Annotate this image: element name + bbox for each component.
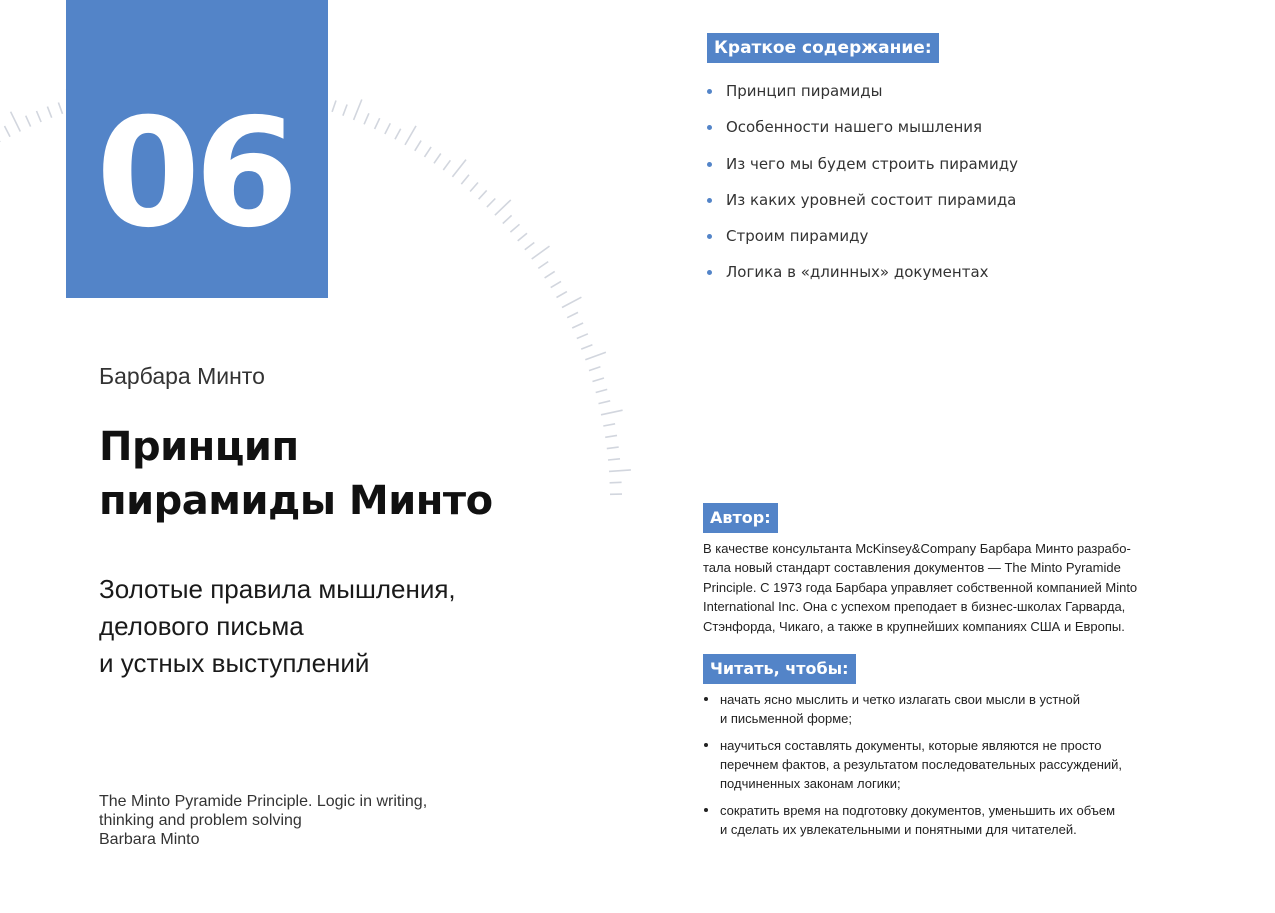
read-to-item-line: и письменной форме; [720, 711, 853, 726]
summary-list [706, 79, 1018, 297]
book-title-line: пирамиды Минто [99, 478, 493, 524]
read-to-item-line: и сделать их увлекательными и понятными для читателей. [720, 822, 1077, 837]
author-description-line: Principle. С 1973 года Барбара управляет собственной компанией Minto [703, 579, 1138, 595]
book-subtitle-line: делового письма [99, 611, 304, 641]
read-to-item [703, 690, 1173, 728]
read-to-item-line: перечнем фактов, а результатом последовательных рассуждений, [720, 757, 1123, 772]
author-description-line: тала новый стандарт составления документов — The Minto Pyramide [703, 560, 1121, 576]
read-to-item-line: сократить время на подготовку документов, уменьшить их объем [720, 803, 1116, 818]
summary-item: Из каких уровней состоит пирамида [706, 188, 1018, 224]
read-to-item [703, 736, 1173, 793]
read-to-item-line: подчиненных законам логики; [720, 776, 901, 791]
author-heading: Автор: [703, 503, 778, 533]
summary-item: Строим пирамиду [706, 224, 1018, 260]
read-to-list [703, 690, 1173, 847]
author-description [703, 539, 1178, 636]
summary-item: Принцип пирамиды [706, 79, 1018, 115]
read-to-item-line: научиться составлять документы, которые являются не просто [720, 738, 1102, 753]
original-title-line: thinking and problem solving [99, 812, 302, 829]
author-description-line: В качестве консультанта McKinsey&Company Барбара Минто разрабо- [703, 541, 1131, 556]
chapter-number: 06 [96, 87, 293, 261]
read-to-item-line: начать ясно мыслить и четко излагать свои мысли в устной [720, 692, 1081, 707]
original-title-line: The Minto Pyramide Principle. Logic in writing, [99, 793, 428, 810]
original-author-line: Barbara Minto [99, 831, 200, 848]
book-subtitle [99, 571, 539, 682]
author-description-line: International Inc. Она с успехом преподает в бизнес-школах Гарварда, [703, 599, 1126, 615]
author-description-line: Стэнфорда, Чикаго, а также в крупнейших компаниях США и Европы. [703, 618, 1125, 634]
book-subtitle-line: Золотые правила мышления, [99, 574, 456, 604]
summary-item: Логика в «длинных» документах [706, 260, 1018, 296]
original-title [99, 792, 519, 849]
book-title-line: Принцип [99, 424, 299, 470]
book-author: Барбара Минто [99, 363, 265, 389]
book-title [99, 420, 579, 528]
summary-heading: Краткое содержание: [707, 33, 939, 63]
summary-item: Особенности нашего мышления [706, 115, 1018, 151]
read-to-heading: Читать, чтобы: [703, 654, 856, 684]
summary-item: Из чего мы будем строить пирамиду [706, 152, 1018, 188]
book-subtitle-line: и устных выступлений [99, 648, 370, 678]
chapter-number-block [66, 0, 328, 298]
read-to-item [703, 801, 1173, 839]
